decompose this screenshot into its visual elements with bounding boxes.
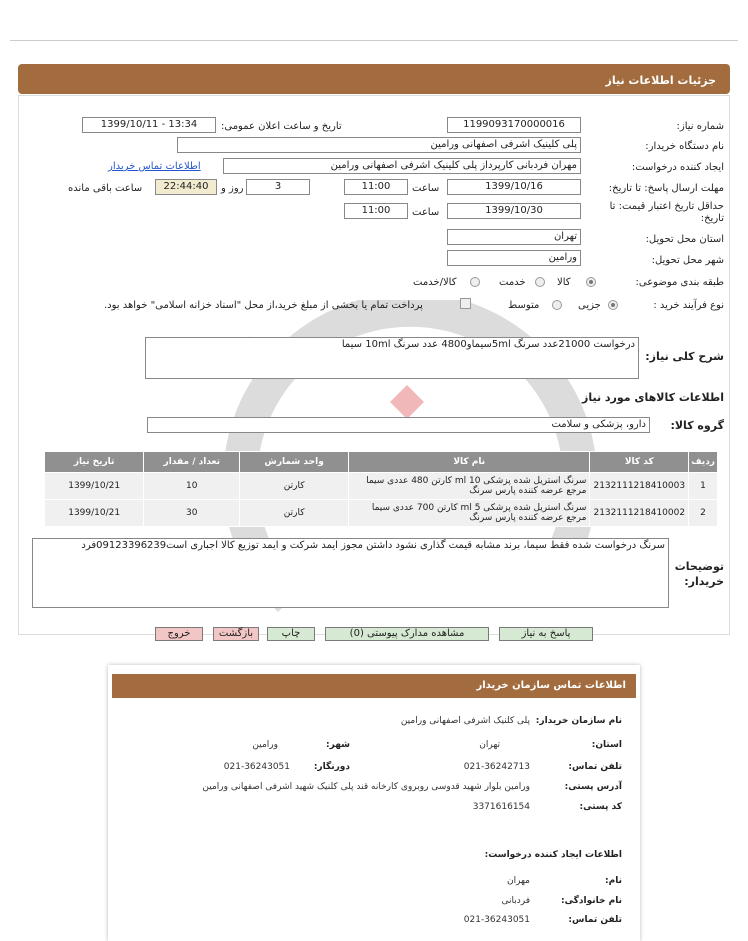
- goods-info-heading: اطلاعات کالاهای مورد نیاز: [582, 391, 724, 404]
- contact-fax-value: 021-36243051: [223, 762, 290, 772]
- validity-label-2: تاریخ:: [700, 213, 724, 224]
- creator-info-heading: اطلاعات ایجاد کننده درخواست:: [484, 850, 622, 860]
- creator-name-value: مهران: [506, 876, 530, 886]
- contact-postal-label: کد پستی:: [579, 802, 622, 812]
- deadline-label: مهلت ارسال پاسخ: تا تاریخ:: [608, 183, 724, 194]
- page-header: جزئیات اطلاعات نیاز: [18, 64, 730, 94]
- validity-date-field: 1399/10/30: [447, 203, 581, 219]
- province-field: تهران: [447, 229, 581, 245]
- row-date: 1399/10/21: [45, 500, 144, 527]
- col-header-qty: تعداد / مقدار: [144, 452, 240, 473]
- row-unit: کارتن: [240, 500, 349, 527]
- treasury-checkbox[interactable]: [460, 298, 471, 309]
- creator-family-value: فردبانی: [501, 896, 530, 906]
- contact-org-value: پلی کلنیک اشرفی اصفهانی ورامین: [400, 716, 530, 726]
- need-number-field: 1199093170000016: [447, 117, 581, 133]
- need-number-label: شماره نیاز:: [676, 121, 724, 132]
- buyer-org-field: پلی کلینیک اشرفی اصفهانی ورامین: [177, 137, 581, 153]
- contact-fax-label: دورنگار:: [313, 762, 350, 772]
- summary-field: درخواست 21000عدد سرنگ 5mlسیماو4800 عدد سرنگ 10ml سیما: [145, 337, 639, 379]
- process-radio-medium[interactable]: [552, 300, 562, 310]
- contact-postal-value: 3371616154: [472, 802, 530, 812]
- category-radio-service[interactable]: [535, 277, 545, 287]
- back-button[interactable]: بازگشت: [213, 627, 259, 641]
- category-label: طبقه بندی موضوعی:: [635, 277, 724, 288]
- contact-org-label: نام سازمان خریدار:: [535, 716, 622, 726]
- contact-province-value: تهران: [479, 740, 500, 750]
- row-index: 1: [689, 473, 718, 500]
- category-both-label: کالا/خدمت: [413, 277, 457, 288]
- deadline-date-field: 1399/10/16: [447, 179, 581, 195]
- validity-time-field: 11:00: [344, 203, 408, 219]
- creator-phone-label: تلفن تماس:: [568, 915, 622, 925]
- col-header-unit: واحد شمارش: [240, 452, 349, 473]
- category-radio-both[interactable]: [470, 277, 480, 287]
- process-medium-label: متوسط: [508, 300, 540, 311]
- table-row: [45, 500, 718, 527]
- goods-group-field: دارو، پزشکی و سلامت: [147, 417, 650, 433]
- contact-card-title: اطلاعات تماس سازمان خریدار: [112, 674, 636, 698]
- row-qty: 30: [144, 500, 240, 527]
- process-radio-minor[interactable]: [608, 300, 618, 310]
- table-row: [45, 473, 718, 500]
- validity-time-label: ساعت: [412, 207, 440, 218]
- buyer-notes-label-1: توضیحات: [674, 560, 724, 573]
- row-qty: 10: [144, 473, 240, 500]
- goods-table: [44, 451, 718, 527]
- city-field: ورامین: [447, 250, 581, 266]
- creator-label: ایجاد کننده درخواست:: [631, 162, 724, 173]
- deadline-time-label: ساعت: [412, 183, 440, 194]
- contact-city-label: شهر:: [326, 740, 350, 750]
- row-code: 2132111218410002: [590, 500, 689, 527]
- creator-name-label: نام:: [605, 876, 622, 886]
- attachments-button[interactable]: مشاهده مدارک پیوستی (0): [325, 627, 489, 641]
- contact-province-label: استان:: [591, 740, 622, 750]
- buyer-notes-label-2: خریدار:: [684, 575, 724, 588]
- category-service-label: خدمت: [499, 277, 526, 288]
- exit-button[interactable]: خروج: [155, 627, 203, 641]
- process-label: نوع فرآیند خرید :: [653, 300, 724, 311]
- col-header-date: تاریخ نیاز: [45, 452, 144, 473]
- contact-address-value: ورامین بلوار شهید قدوسی روبروی کارخانه قند پلی کلنیک شهید اشرفی اصفهانی ورامین: [202, 782, 530, 792]
- print-button[interactable]: چاپ: [267, 627, 315, 641]
- goods-group-label: گروه کالا:: [670, 419, 724, 432]
- deadline-time-field: 11:00: [344, 179, 408, 195]
- contact-phone-label: تلفن تماس:: [568, 762, 622, 772]
- buyer-org-label: نام دستگاه خریدار:: [645, 141, 724, 152]
- creator-phone-value: 021-36243051: [463, 915, 530, 925]
- payment-note: پرداخت تمام یا بخشی از مبلغ خرید،از محل "اسناد خزانه اسلامی" خواهد بود.: [104, 300, 423, 311]
- process-minor-label: جزیی: [578, 300, 601, 311]
- row-index: 2: [689, 500, 718, 527]
- col-header-code: کد کالا: [590, 452, 689, 473]
- days-field: 3: [246, 179, 310, 195]
- col-header-name: نام کالا: [349, 452, 590, 473]
- announce-label: تاریخ و ساعت اعلان عمومی:: [221, 121, 342, 132]
- row-name: سرنگ استریل شده پزشکی 10 ml کارتن 480 عددی سیما مرجع عرضه کننده پارس سرنگ: [349, 473, 590, 500]
- reply-button[interactable]: پاسخ به نیاز: [499, 627, 593, 641]
- contact-phone-value: 021-36242713: [463, 762, 530, 772]
- remaining-label: ساعت باقی مانده: [68, 183, 143, 194]
- city-label: شهر محل تحویل:: [651, 255, 724, 266]
- summary-label: شرح کلی نیاز:: [645, 350, 724, 363]
- validity-label-1: حداقل تاریخ اعتبار قیمت: تا: [609, 201, 724, 212]
- row-name: سرنگ استریل شده پزشکی 5 ml کارتن 700 عددی سیما مرجع عرضه کننده پارس سرنگ: [349, 500, 590, 527]
- row-unit: کارتن: [240, 473, 349, 500]
- creator-field: مهران فردبانی کارپرداز پلی کلینیک اشرفی اصفهانی ورامین: [223, 158, 581, 174]
- contact-city-value: ورامین: [252, 740, 278, 750]
- creator-family-label: نام خانوادگی:: [560, 896, 622, 906]
- buyer-notes-field: سرنگ درخواست شده فقط سیما، برند مشابه قیمت گذاری نشود داشتن مجوز ایمد شرکت و ایمد توزیع کالا اجباری است09123396239فرد: [32, 538, 669, 608]
- category-goods-label: کالا: [557, 277, 571, 288]
- province-label: استان محل تحویل:: [645, 234, 724, 245]
- row-date: 1399/10/21: [45, 473, 144, 500]
- days-label: روز و: [221, 183, 244, 194]
- col-header-index: ردیف: [689, 452, 718, 473]
- top-divider: [10, 40, 738, 41]
- contact-address-label: آدرس پستی:: [564, 782, 622, 792]
- category-radio-goods[interactable]: [586, 277, 596, 287]
- row-code: 2132111218410003: [590, 473, 689, 500]
- announce-field: 1399/10/11 - 13:34: [82, 117, 216, 133]
- remaining-time-field: 22:44:40: [155, 179, 217, 195]
- buyer-contact-link[interactable]: اطلاعات تماس خریدار: [108, 161, 201, 172]
